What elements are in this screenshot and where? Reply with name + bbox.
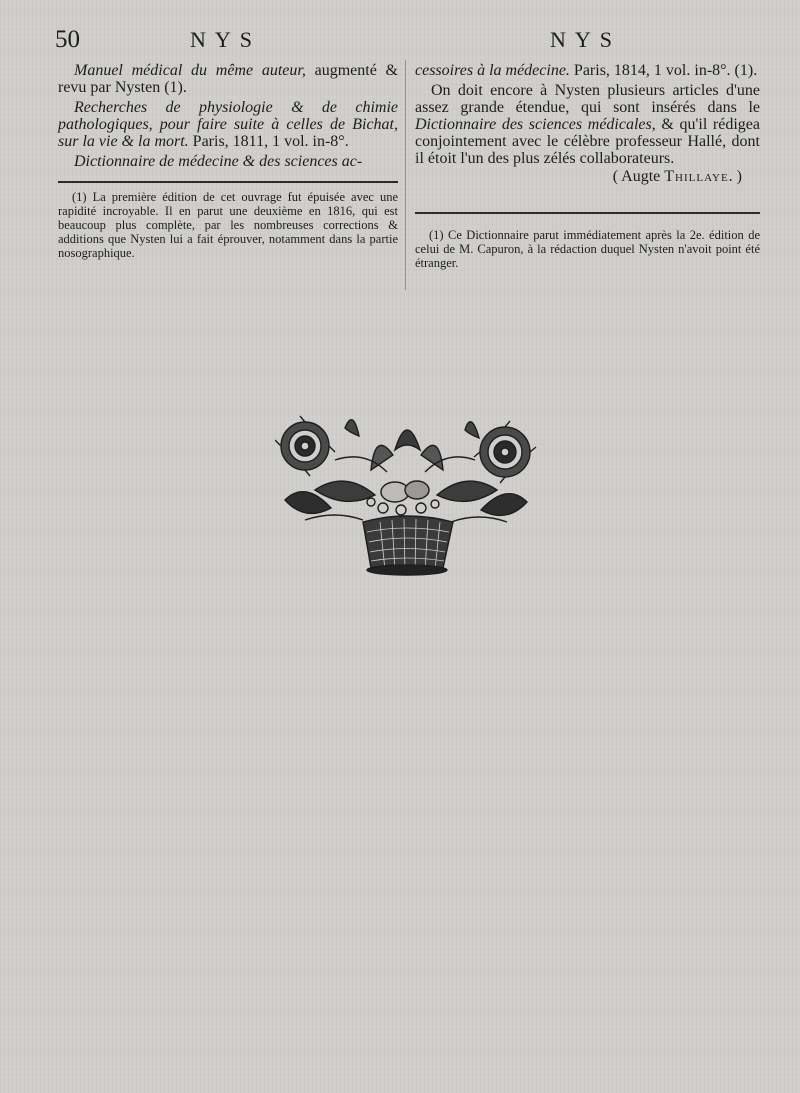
- entry-manuel-medical: Manuel médical du même auteur, augmenté & revu par Nysten (1).: [58, 62, 399, 96]
- paragraph-articles: On doit encore à Nysten plusieurs articles d'une assez grande étendue, qui sont insérés dans le Dictionnaire des sciences médicales, & qu'il rédigea conjointement avec le célèbre professeur Hallé, dont il étoit l'un des plus zélés collaborateurs.: [415, 82, 761, 167]
- footnote-left: (1) La première édition de cet ouvrage fut épuisée avec une rapidité incroyable. Il en parut une deuxième en 1816, qui est beaucoup plus complète, par les nombreuses corrections & additions que Nysten lui a fait éprouver, notamment dans la partie nosographique.: [58, 190, 398, 260]
- entry-dictionnaire: Dictionnaire de médecine & des sciences ac-: [74, 153, 363, 170]
- entry-recherches: Recherches de physiologie & de chimie pathologiques, pour faire suite à celles de Bichat, sur la vie & la mort. Paris, 1811, 1 vol. in-8°.: [58, 99, 398, 150]
- footnote-right: (1) Ce Dictionnaire parut immédiatement après la 2e. édition de celui de M. Capuron, à la rédaction duquel Nysten n'avoit point été étranger.: [415, 228, 760, 270]
- page-number: 50: [55, 26, 80, 53]
- left-column: [58, 62, 398, 170]
- footnote-rule-left: [58, 181, 398, 183]
- right-column: [415, 62, 760, 185]
- author-signature: ( Augte Thillaye. ): [612, 168, 742, 185]
- column-divider: [405, 60, 406, 290]
- running-head-right: NYS: [550, 27, 622, 52]
- entry-dictionnaire-continued: cessoires à la médecine. Paris, 1814, 1 vol. in-8°. (1).: [415, 62, 758, 79]
- footnote-rule-right: [415, 212, 760, 214]
- flower-basket-icon: [275, 410, 537, 578]
- running-head-left: NYS: [190, 27, 262, 52]
